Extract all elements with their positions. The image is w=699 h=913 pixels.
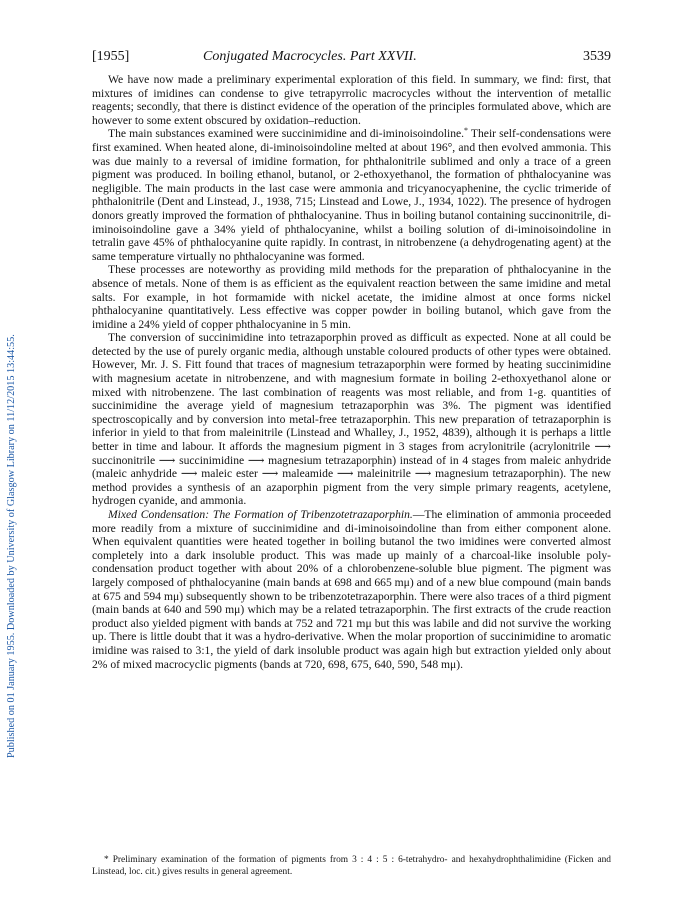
paragraph-self-condensation: [92, 127, 611, 263]
header-title: Conjugated Macrocycles. Part XXVII.: [203, 49, 417, 64]
paragraph-metal-free: These processes are noteworthy as providing mild methods for the preparation of phthalocyanine in the absence of metals. None of them is as efficient as the equivalent reaction between the same imidine and metal salts. For example, in hot formamide with nickel acetate, the imidine almost at once forms nickel phthalocyanine quantitatively. Less effective was copper powder in boiling butanol, which gave from the imidine a 24% yield of copper phthalocyanine in 5 min.: [92, 263, 611, 331]
paragraph-lead: The main substances examined were succinimidine and di-iminoisoindoline.: [108, 127, 465, 141]
paragraph-rest: —The elimination of ammonia proceeded more readily from a mixture of succinimidine and di-iminoisoindoline than from either component alone. When equivalent quantities were heated together in boiling butanol the two imidines were converted almost completely into a dark insoluble product. This was made up mainly of a charcoal-like insoluble poly-condensation product together with about 20% of a chlorobenzene-soluble blue pigment. The pigment was largely composed of phthalocyanine (main bands at 698 and 665 mμ) and of a new blue compound (main bands at 675 and 594 mμ) subsequently shown to be tribenzotetrazaporphin. There were also traces of a third pigment (main bands at 640 and 590 mμ) which may be a related tetrazaporphin. The first extracts of the crude reaction product also yielded pigment with bands at 752 and 721 mμ but this was labile and did not survive the working up. There is little doubt that it was a hydro-derivative. When the molar proportion of succinimidine to aromatic imidine was raised to 3:1, the yield of dark insoluble product was again high but extraction yielded only about 2% of mixed macrocyclic pigments (bands at 720, 698, 675, 640, 590, 548 mμ).: [92, 508, 611, 671]
paragraph-summary: We have now made a preliminary experimental exploration of this field. In summary, we find: first, that mixtures of imidines can condense to give tetrapyrrolic macrocycles without the intervention of metallic reagents; secondly, that there is distinct evidence of the operation of the principles formulated above, which are however to some extent obscured by oxidation–reduction.: [92, 73, 611, 127]
section-heading: Mixed Condensation: The Formation of Tribenzotetrazaporphin.: [108, 508, 413, 521]
paragraph-tetrazaporphin: The conversion of succinimidine into tetrazaporphin proved as difficult as expected. None at all could be detected by the use of purely organic media, although unstable coloured products of other types were obtained. However, Mr. J. S. Fitt found that traces of magnesium tetrazaporphin were formed by heating succinimidine with magnesium acetate in nitrobenzene, and with magnesium formate in boiling 2-ethoxyethanol alone or mixed with nitrobenzene. The last combination of reagents was most reliable, and from 1-g. quantities of succinimidine the average yield of magnesium tetrazaporphin was 3%. The pigment was identified spectroscopically and by conversion into metal-free tetrazaporphin. This new preparation of tetrazaporphin is inferior in yield to that from maleinitrile (Linstead and Whalley, J., 1952, 4839), although it is perhaps a little better in time and labour. It affords the magnesium pigment in 3 stages from acrylonitrile (acrylonitrile ⟶ succinonitrile ⟶ succinimidine ⟶ magnesium tetrazaporphin) instead of in 4 stages from maleic anhydride (maleic anhydride ⟶ maleic ester ⟶ maleamide ⟶ maleinitrile ⟶ magnesium tetrazaporphin). The new method provides a synthesis of an azaporphin pigment from the very simple primary reagents, acetylene, hydrogen cyanide, and ammonia.: [92, 331, 611, 508]
footnote-marker: *: [464, 126, 469, 136]
download-watermark: Published on 01 January 1955. Downloaded by University of Glasgow Library on 11/12/2015 13:44:55.: [6, 334, 17, 758]
page-number: 3539: [583, 49, 611, 64]
header-year: [1955]: [92, 49, 130, 64]
paragraph-mixed-condensation: [92, 508, 611, 671]
footnote: * Preliminary examination of the formation of pigments from 3 : 4 : 5 : 6-tetrahydro- and hexahydrophthalimidine (Ficken and Linstead, loc. cit.) gives results in general agreement.: [92, 855, 611, 877]
running-header: [92, 47, 611, 67]
article-body: [92, 73, 611, 671]
paragraph-rest: Their self-condensations were first examined. When heated alone, di-iminoisoindoline melted at about 196°, and then evolved ammonia. This was due mainly to a reversal of imidine formation, for phthalonitrile sublimed and only a trace of a green pigment was produced. In boiling ethanol, butanol, or 2-ethoxyethanol, the formation of phthalocyanine was negligible. The main products in the last case were ammonia and tricyanocyaphenine, the cyclic trimeride of phthalonitrile (Dent and Linstead, J., 1938, 715; Linstead and Lowe, J., 1934, 1022). The presence of hydrogen donors greatly improved the formation of phthalocyanine. Thus in boiling butanol containing succinonitrile, di-iminoisoindoline gave a 34% yield of phthalocyanine, whilst a boiling solution of di-iminoisoindoline in tetralin gave 45% of phthalocyanine quite rapidly. In contrast, in nitrobenzene (a dehydrogenating agent) at the same temperature virtually no phthalocyanine was formed.: [92, 127, 611, 263]
